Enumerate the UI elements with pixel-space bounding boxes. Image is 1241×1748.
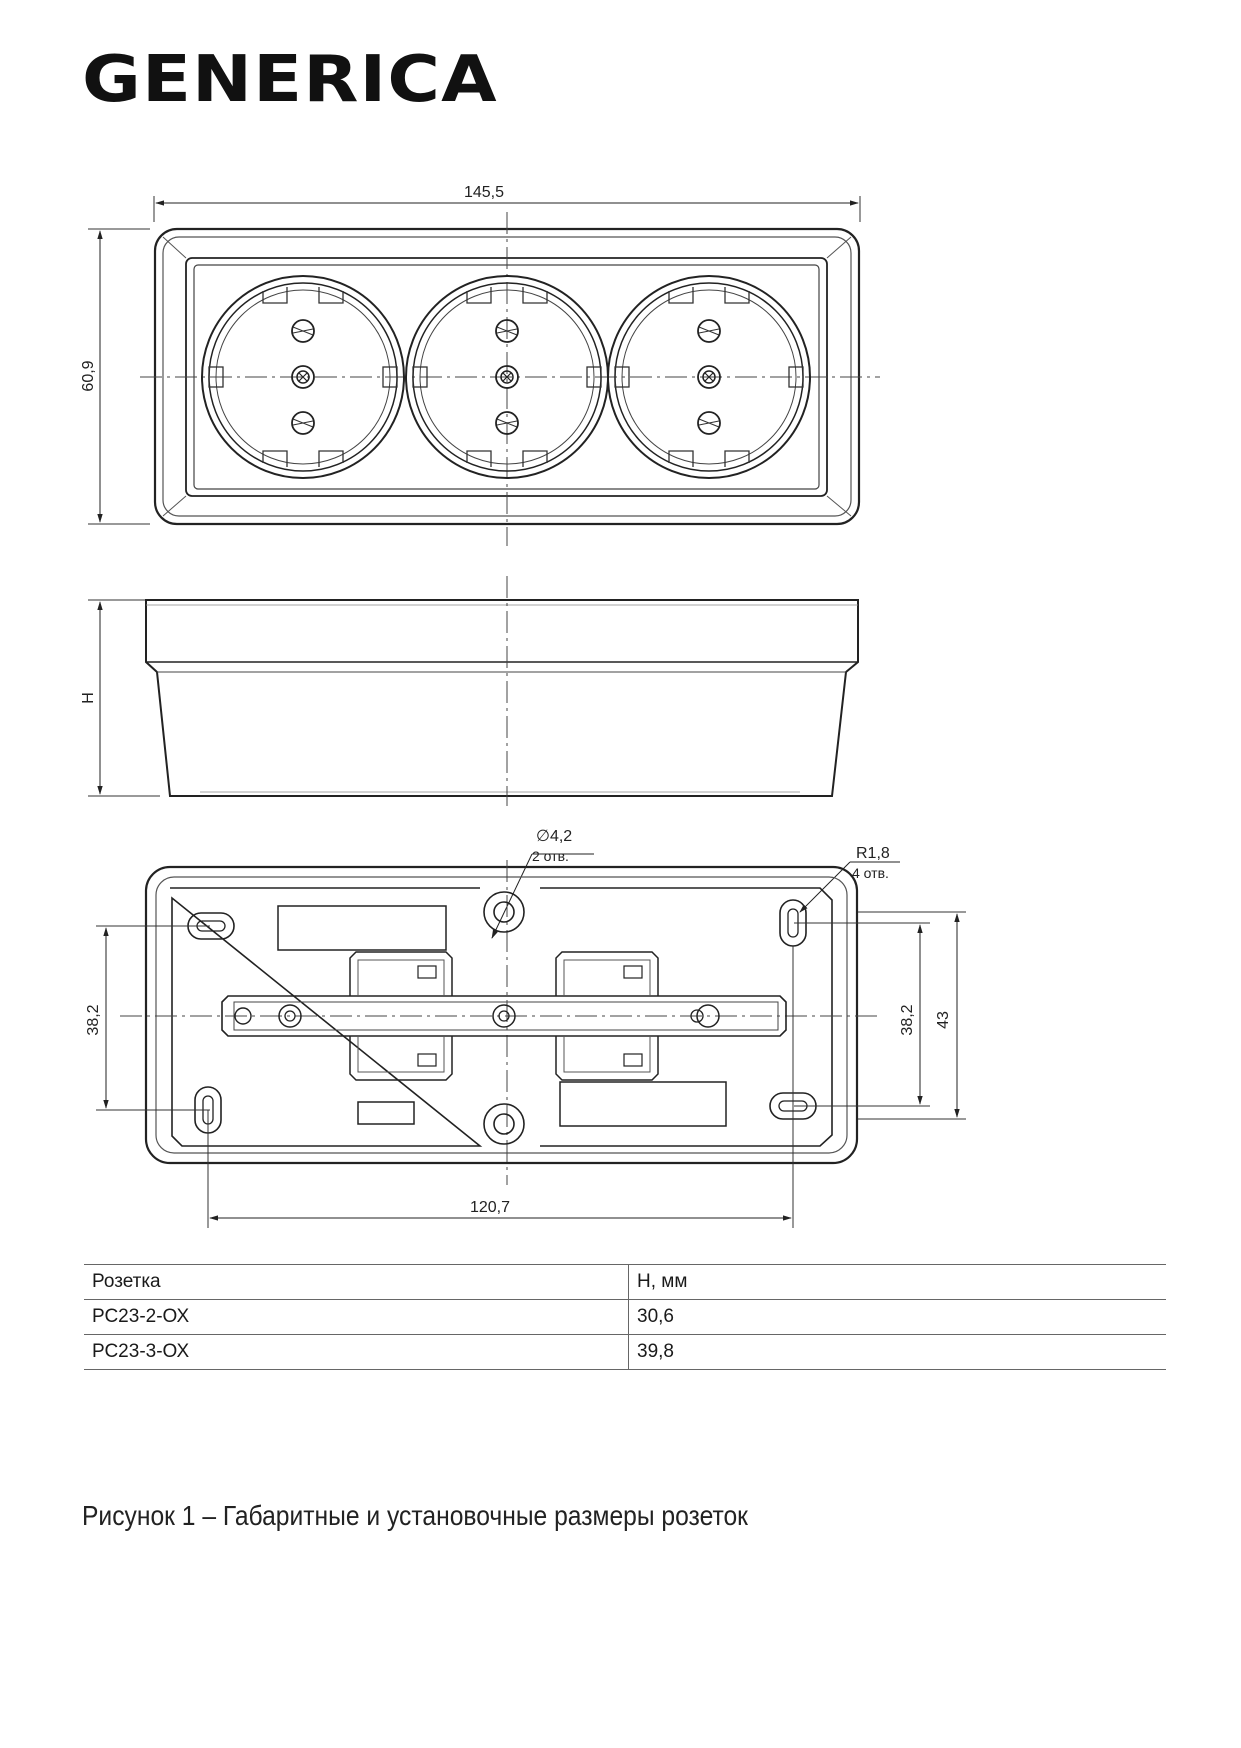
table-header-row: [84, 1265, 1166, 1300]
dim-mount-right-label: 38,2: [899, 1004, 916, 1036]
bottom-view: [85, 828, 966, 1228]
spec-table: [84, 1264, 1166, 1370]
dim-mount-left-label: 38,2: [85, 1004, 102, 1036]
table-header-cell: H, мм: [629, 1265, 1167, 1300]
socket-left: [202, 276, 404, 478]
table-header-cell: Розетка: [84, 1265, 629, 1300]
top-view: [80, 184, 880, 546]
dim-hole-diameter-label: ∅4,2: [536, 828, 573, 845]
brand-logo: GENERICA: [82, 43, 498, 117]
dim-hole-count-label: 2 отв.: [532, 848, 569, 864]
table-cell: РС23-2-ОХ: [84, 1300, 629, 1335]
dim-height-front-label: 60,9: [80, 360, 97, 392]
dim-height-side-label: H: [80, 692, 97, 704]
figure-caption: Рисунок 1 – Габаритные и установочные размеры розеток: [82, 1500, 748, 1531]
dim-radius-count-label: 4 отв.: [852, 865, 889, 881]
table-row: [84, 1335, 1166, 1370]
dim-width-label: 145,5: [463, 184, 505, 201]
side-view: [80, 576, 858, 806]
dim-radius-label: R1,8: [856, 845, 890, 862]
dim-mount-width-label: 120,7: [469, 1199, 511, 1216]
table-row: [84, 1300, 1166, 1335]
dim-mount-total-label: 43: [935, 1011, 952, 1029]
table-cell: 39,8: [629, 1335, 1167, 1370]
table-cell: 30,6: [629, 1300, 1167, 1335]
table-cell: РС23-3-ОХ: [84, 1335, 629, 1370]
